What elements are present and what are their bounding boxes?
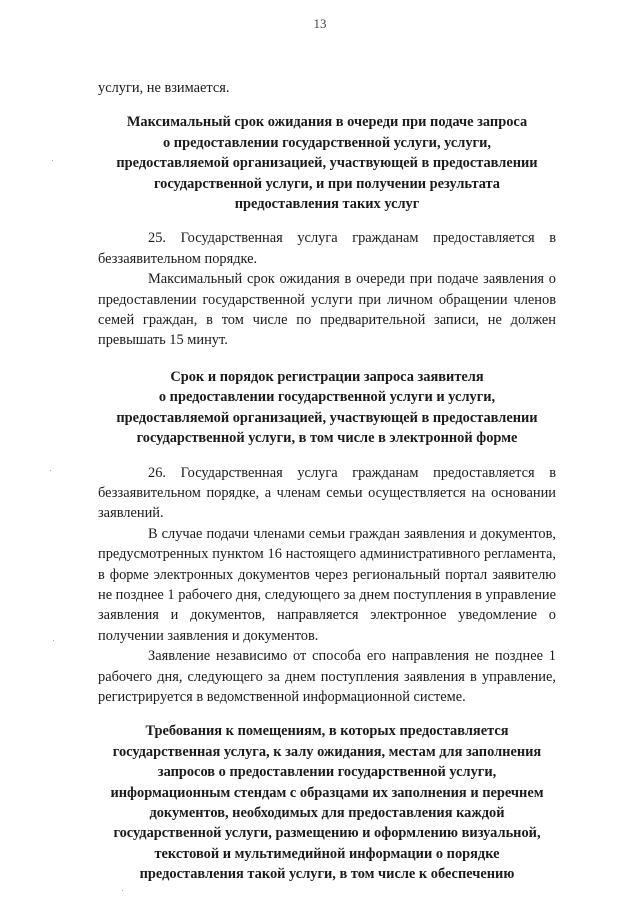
heading-line: Максимальный срок ожидания в очереди при подаче запроса	[126, 114, 528, 131]
heading-line: Срок и порядок регистрации запроса заявителя	[170, 368, 484, 385]
paragraph-registration: Заявление независимо от способа его направления не позднее 1 рабочего дня, следующего за днем поступления заявления в управление, регистрируется в ведомственной информационной системе.	[98, 648, 556, 705]
scan-speck	[52, 160, 53, 161]
heading-line: Требования к помещениям, в которых предоставляется	[145, 723, 509, 740]
scan-speck	[50, 470, 51, 471]
scan-speck	[122, 890, 123, 891]
paragraph-26: 26. Государственная услуга гражданам предоставляется в беззаявительном порядке, а членам семьи осуществляется на основании заявлений.	[98, 464, 556, 522]
heading-line: предоставляемой организацией, участвующей в предоставлении	[116, 409, 538, 426]
heading-line: государственной услуги, в том числе в электронной форме	[136, 430, 518, 447]
heading-line: государственной услуги, размещению и оформлению визуальной,	[113, 825, 541, 842]
section-heading-waiting-time	[98, 112, 556, 214]
section-heading-premises	[98, 721, 556, 884]
heading-line: документов, необходимых для предоставления каждой	[149, 805, 505, 821]
heading-line: о предоставлении государственной услуги, услуги,	[163, 134, 491, 151]
heading-line: предоставления такой услуги, в том числе к обеспечению	[139, 866, 515, 883]
heading-line: предоставляемой организацией, участвующей в предоставлении	[116, 155, 538, 172]
page-number: 13	[313, 16, 327, 31]
heading-line: информационным стендам с образцами их заполнения и перечнем	[110, 784, 544, 801]
scan-speck	[53, 640, 54, 641]
heading-line: государственная услуга, к залу ожидания, местам для заполнения	[112, 743, 542, 760]
heading-line: о предоставлении государственной услуги и услуги,	[158, 389, 496, 406]
heading-line: предоставления таких услуг	[234, 196, 420, 213]
paragraph-electronic-submission: В случае подачи членами семьи граждан заявления и документов, предусмотренных пунктом 16 настоящего административного регламента, в форме электронных документов через региональный портал заявителю не позднее 1 рабочего дня, следующего за днем поступления в управление заявления и документов, направляется электронное уведомление о получении заявления и документов.	[98, 525, 557, 644]
heading-line: текстовой и мультимедийной информации о порядке	[154, 845, 500, 862]
section-heading-registration	[98, 367, 556, 449]
heading-line: запросов о предоставлении государственной услуги,	[157, 764, 497, 781]
paragraph-waiting-limit: Максимальный срок ожидания в очереди при подаче заявления о предоставлении государственной услуги при личном обращении членов семей граждан, в том числе по предварительной записи, не должен превышать 15 минут.	[98, 271, 556, 349]
intro-fragment: услуги, не взимается.	[98, 80, 230, 96]
paragraph-25: 25. Государственная услуга гражданам предоставляется в беззаявительном порядке.	[98, 230, 556, 267]
heading-line: государственной услуги, и при получении результата	[153, 175, 500, 192]
document-body	[98, 78, 556, 885]
